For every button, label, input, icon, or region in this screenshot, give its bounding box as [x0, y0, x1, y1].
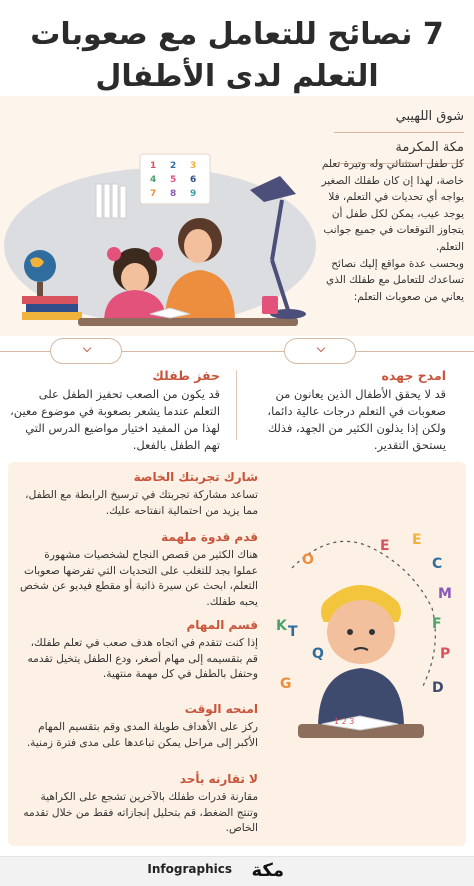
tip-body-role-model: هناك الكثير من قصص النجاح لشخصيات مشهورة عملوا بجد للتغلب على التحديات التي تفرضها صعوبات التعلم، ابحث عن سيرة ذاتية أو مقطع فيديو عن شخص يحبه طفلك. [20, 549, 258, 608]
table [78, 318, 298, 326]
floating-letter: K [276, 618, 287, 634]
floating-letter: G [280, 676, 292, 692]
author-city: مكة المكرمة [395, 140, 464, 155]
tip-body-share: تساعد مشاركة تجربتك في ترسيخ الرابطة مع الطفل، مما يزيد من احتمالية انفتاحه عليك. [25, 489, 258, 517]
page-title [14, 14, 460, 98]
board-number: 9 [190, 189, 197, 199]
board-number: 8 [170, 189, 177, 199]
tip-heading-time: امنحه الوقت [184, 702, 258, 716]
floating-letter: T [288, 624, 298, 640]
tip-heading-praise: امدح جهده [381, 368, 446, 383]
mug [262, 296, 278, 314]
tip-heading-share: شارك تجربتك الخاصة [133, 470, 258, 484]
girl-face [121, 263, 149, 293]
floating-letter: F [432, 616, 442, 632]
floating-letter: E [412, 532, 422, 548]
book-stack [22, 296, 78, 304]
mother-face [184, 229, 212, 263]
floating-letter: E [380, 538, 390, 554]
desk-lamp [250, 176, 296, 202]
floating-letter: C [432, 556, 443, 572]
shelf-book [112, 184, 118, 218]
chevron-down-icon [317, 344, 325, 352]
tip-heading-motivate: حفز طفلك [152, 368, 220, 383]
column-divider [236, 370, 237, 440]
floating-letter: D [432, 680, 444, 696]
author-divider [334, 132, 464, 133]
intro-paragraph-1: كل طفل استثنائي وله وتيرة تعلم خاصة، لهذا إن كان طفلك الصغير يواجه أي تحديات في التعلم، فلا يوجد عيب، يمكن لكل طفل أن يتجاوز التوقعات في جميع جوانب التعلم. [321, 158, 464, 253]
shelf-book [96, 184, 102, 218]
board-number: 2 [170, 161, 177, 171]
shelf-book [120, 186, 126, 218]
title-line-2: التعلم لدى الأطفال [95, 59, 379, 94]
tip-body-motivate: قد يكون من الصعب تحفيز الطفل على التعلم عندما يشعر بصعوبة في موضوع معين، لهذا من المفيد اختيار مواضيع الدرس التي تهم الطفل بالفعل. [10, 387, 220, 452]
tip-heading-no-compare: لا تقارنه بأحد [179, 772, 258, 786]
board-number: 6 [190, 175, 197, 185]
title-line-1: 7 نصائح للتعامل مع صعوبات [30, 17, 444, 52]
girl-body [104, 290, 166, 322]
tip-heading-role-model: قدم قدوة ملهمة [161, 530, 258, 544]
notebook-digits: 1 2 3 [334, 717, 355, 726]
boy-face [327, 600, 395, 664]
hero-illustration [0, 150, 330, 340]
footer-label: Infographics [147, 862, 232, 876]
floating-letter: P [440, 646, 451, 662]
tip-marker-right [284, 338, 356, 364]
boy-illustration [262, 528, 460, 760]
board-number: 3 [190, 161, 197, 171]
intro-text [316, 156, 464, 305]
intro-paragraph-2: وبحسب عدة مواقع إليك نصائح تساعدك للتعامل مع طفلك الذي يعاني من صعوبات التعلم: [325, 257, 464, 303]
tip-heading-divide: قسم المهام [186, 618, 258, 632]
board-number: 5 [170, 175, 177, 185]
author-name: شوق اللهيبي [395, 109, 464, 124]
publisher-logo: مكة [251, 860, 284, 881]
floating-letter: O [302, 552, 314, 568]
floating-letter: Q [312, 646, 324, 662]
board-number: 4 [150, 175, 157, 185]
chevron-down-icon [83, 344, 91, 352]
tip-body-praise: قد لا يحقق الأطفال الذين يعانون من صعوبات في التعلم درجات عالية دائما، ولكن إذا يذلون الكثير من الجهد، فذلك يستحق التقدير. [267, 387, 446, 452]
floating-letter: M [438, 586, 452, 602]
tip-body-time: ركز على الأهداف طويلة المدى وقم بتقسيم المهام الأكبر إلى مراحل يمكن تباعدها على مدى فترة زمنية. [26, 721, 258, 749]
board-number: 1 [150, 161, 157, 171]
tip-marker-left [50, 338, 122, 364]
tip-body-no-compare: مقارنة قدرات طفلك بالآخرين تشجع على الكراهية وتنتج الضغط، قم بتحليل إنجازاته فقط من خلال تقدمه الخاص. [23, 791, 258, 835]
tip-body-divide: إذا كنت تتقدم في اتجاه هدف صعب في تعلم طفلك، قم بتقسيمه إلى مهام أصغر، ودع الطفل يتخيل تقدمه وحتفل بالطفل في كل مهمة منتهية. [27, 637, 258, 681]
board-number: 7 [150, 189, 157, 199]
footer-bar [0, 856, 474, 886]
shelf-book [104, 184, 110, 218]
